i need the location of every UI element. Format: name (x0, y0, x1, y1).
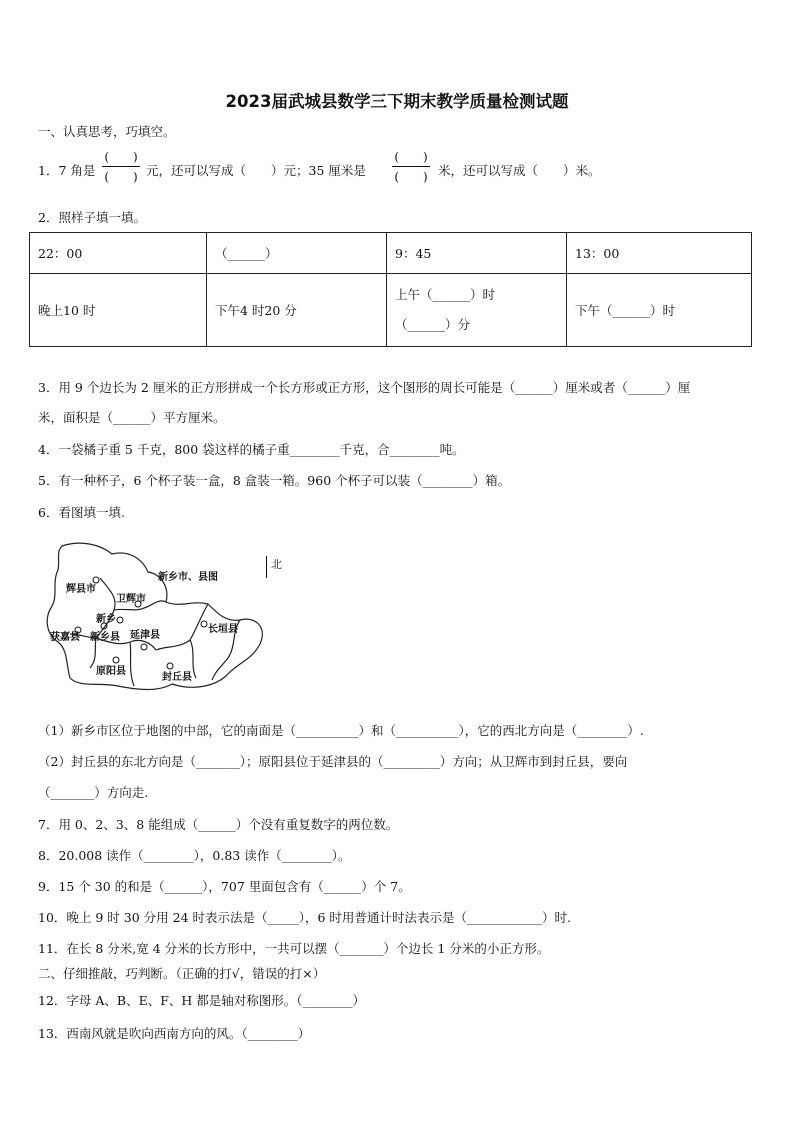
fraction-numerator: ( ) (394, 150, 428, 164)
q1-number: 1． (38, 163, 59, 178)
table-cell: 22：00 (30, 233, 207, 274)
question-13: 13．西南风就是吹向西南方向的风。（________） (38, 1026, 311, 1041)
border-line (130, 642, 134, 686)
table-row (30, 233, 752, 274)
border-line (156, 604, 208, 650)
q1-text-a: 7 角是 (58, 163, 96, 178)
question-8: 8．20.008 读作（________），0.83 读作（________）。 (38, 848, 351, 863)
fraction-numerator: ( ) (104, 150, 138, 164)
table-cell: 下午4 时20 分 (207, 274, 387, 347)
table-cell: 晚上10 时 (30, 274, 207, 347)
fraction-denominator: ( ) (394, 170, 428, 184)
city-dot (201, 621, 207, 627)
table-cell (387, 274, 567, 347)
map-outline (47, 543, 262, 689)
question-3-line-1: 3．用 9 个边长为 2 厘米的正方形拼成一个长方形或正方形，这个图形的周长可能是（______）厘米或者（______）厘 (38, 380, 691, 395)
city-dot (93, 577, 99, 583)
question-7: 7．用 0、2、3、8 能组成（______）个没有重复数字的两位数。 (38, 817, 399, 832)
map-label: 获嘉县 (50, 632, 80, 643)
table-cell: 下午（______）时 (567, 274, 752, 347)
table-cell: 13：00 (567, 233, 752, 274)
map-title: 新乡市、县图 (158, 572, 218, 583)
question-4: 4．一袋橘子重 5 千克，800 袋这样的橘子重________千克，合________吨。 (38, 442, 465, 457)
question-2: 2．照样子填一填。 (38, 210, 146, 225)
map-label: 长垣县 (208, 624, 238, 635)
map-label: 延津县 (130, 630, 160, 641)
question-1 (38, 161, 95, 179)
city-dot (167, 663, 173, 669)
question-9: 9．15 个 30 的和是（______），707 里面包含有（______）个 7。 (38, 879, 411, 894)
city-dot (113, 657, 119, 663)
north-label: 北 (271, 558, 282, 571)
north-arrow-icon (266, 556, 267, 578)
city-dot (141, 644, 147, 650)
fraction-denominator: ( ) (104, 170, 138, 184)
page-title: 2023届武城县数学三下期末教学质量检测试题 (225, 92, 569, 111)
map-label: 新乡县 (90, 632, 120, 643)
map-label: 辉县市 (66, 584, 96, 595)
question-6-2-line-2: （_______）方向走. (38, 785, 149, 800)
map-label: 原阳县 (96, 666, 126, 677)
question-6-2-line-1: （2）封丘县的东北方向是（_______）；原阳县位于延津县的（_________）方向；从卫辉市到封丘县，要向 (38, 754, 628, 769)
question-6: 6．看图填一填. (38, 505, 125, 520)
q1-text-c: 米，还可以写成（ ）米。 (438, 163, 601, 178)
question-3-line-2: 米，面积是（______）平方厘米。 (38, 410, 226, 425)
time-table (29, 232, 752, 347)
table-row (30, 274, 752, 347)
question-6-1: （1）新乡市区位于地图的中部，它的南面是（__________）和（__________），它的西北方向是（________）. (38, 723, 644, 738)
xinxiang-map (40, 538, 300, 698)
cell-line: （______）分 (395, 317, 471, 332)
question-5: 5．有一种杯子，6 个杯子装一盒，8 盒装一箱。960 个杯子可以装（________）箱。 (38, 473, 511, 488)
q1-fraction-1 (102, 148, 140, 185)
table-cell: 9：45 (387, 233, 567, 274)
question-10: 10．晚上 9 时 30 分用 24 时表示法是（_____），6 时用普通计时法表示是（____________）时. (38, 910, 571, 925)
section-2-heading: 二、仔细推敲，巧判断。（正确的打√，错误的打×） (38, 966, 326, 981)
map-label: 卫辉市 (116, 594, 146, 605)
map-label: 封丘县 (162, 672, 192, 683)
table-cell: （______） (207, 233, 387, 274)
fraction-bar (102, 166, 140, 167)
cell-line: 上午（______）时 (395, 287, 496, 302)
map-label: 新乡 (96, 614, 116, 625)
question-12: 12．字母 A、B、E、F、H 都是轴对称图形。（________） (38, 993, 366, 1008)
question-11: 11．在长 8 分米,宽 4 分米的长方形中，一共可以摆（_______）个边长 1 分米的小正方形。 (38, 941, 550, 956)
section-1-heading: 一、认真思考，巧填空。 (38, 124, 176, 139)
q1-text-b: 元，还可以写成（ ）元；35 厘米是 (146, 163, 366, 178)
city-dot (117, 617, 123, 623)
q1-fraction-2 (392, 148, 430, 185)
fraction-bar (392, 166, 430, 167)
